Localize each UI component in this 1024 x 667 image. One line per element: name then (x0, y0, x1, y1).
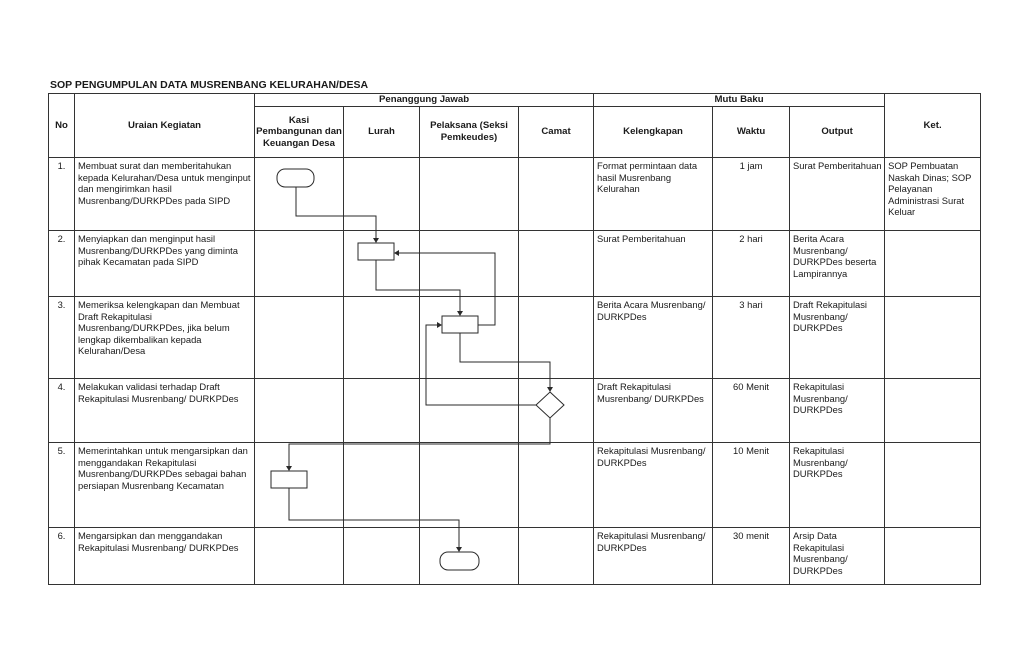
row-waktu: 1 jam (713, 158, 790, 231)
cell-camat (519, 297, 594, 379)
row-output: Rekapitulasi Musrenbang/ DURKPDes (790, 379, 885, 443)
cell-camat (519, 528, 594, 585)
cell-lurah (344, 158, 420, 231)
table-row (49, 231, 981, 297)
header-no: No (49, 94, 75, 158)
row-waktu: 2 hari (713, 231, 790, 297)
cell-kasi (255, 158, 344, 231)
row-no: 5. (49, 443, 75, 528)
header-ket: Ket. (885, 94, 981, 158)
cell-kasi (255, 443, 344, 528)
row-output: Arsip Data Rekapitulasi Musrenbang/ DURKPDes (790, 528, 885, 585)
row-uraian: Memerintahkan untuk mengarsipkan dan menggandakan Rekapitulasi Musrenbang/DURKPDes sebagai bahan persiapan Musrenbang Kecamatan (75, 443, 255, 528)
row-kelengkapan: Draft Rekapitulasi Musrenbang/ DURKPDes (594, 379, 713, 443)
row-uraian: Menyiapkan dan menginput hasil Musrenbang/DURKPDes yang diminta pihak Kecamatan pada SIPD (75, 231, 255, 297)
row-ket (885, 297, 981, 379)
table-row (49, 158, 981, 231)
row-no: 3. (49, 297, 75, 379)
header-pelaksana: Pelaksana (Seksi Pemkeudes) (420, 107, 519, 158)
cell-pelaksana (420, 297, 519, 379)
header-lurah: Lurah (344, 107, 420, 158)
header-kelengkapan: Kelengkapan (594, 107, 713, 158)
row-ket (885, 231, 981, 297)
row-output: Rekapitulasi Musrenbang/ DURKPDes (790, 443, 885, 528)
sop-table (48, 93, 981, 585)
header-kasi: Kasi Pembangunan dan Keuangan Desa (255, 107, 344, 158)
table-row (49, 528, 981, 585)
cell-pelaksana (420, 528, 519, 585)
row-output: Surat Pemberitahuan (790, 158, 885, 231)
row-no: 4. (49, 379, 75, 443)
row-ket: SOP Pembuatan Naskah Dinas; SOP Pelayanan Administrasi Surat Keluar (885, 158, 981, 231)
row-ket (885, 379, 981, 443)
row-kelengkapan: Rekapitulasi Musrenbang/ DURKPDes (594, 528, 713, 585)
row-uraian: Mengarsipkan dan menggandakan Rekapitulasi Musrenbang/ DURKPDes (75, 528, 255, 585)
table-row (49, 443, 981, 528)
row-no: 1. (49, 158, 75, 231)
cell-lurah (344, 528, 420, 585)
cell-kasi (255, 297, 344, 379)
cell-pelaksana (420, 443, 519, 528)
row-no: 2. (49, 231, 75, 297)
row-ket (885, 443, 981, 528)
row-kelengkapan: Berita Acara Musrenbang/ DURKPDes (594, 297, 713, 379)
cell-kasi (255, 528, 344, 585)
row-uraian: Membuat surat dan memberitahukan kepada Kelurahan/Desa untuk menginput dan mengirimkan hasil Musrenbang/DURKPDes pada SIPD (75, 158, 255, 231)
row-no: 6. (49, 528, 75, 585)
cell-lurah (344, 379, 420, 443)
header-output: Output (790, 107, 885, 158)
row-kelengkapan: Surat Pemberitahuan (594, 231, 713, 297)
table-row (49, 297, 981, 379)
header-penanggung-jawab: Penanggung Jawab (255, 94, 594, 107)
row-waktu: 3 hari (713, 297, 790, 379)
cell-camat (519, 231, 594, 297)
row-waktu: 10 Menit (713, 443, 790, 528)
row-uraian: Memeriksa kelengkapan dan Membuat Draft Rekapitulasi Musrenbang/DURKPDes, jika belum lengkap dikembalikan kepada Kelurahan/Desa (75, 297, 255, 379)
row-ket (885, 528, 981, 585)
cell-lurah (344, 231, 420, 297)
cell-camat (519, 443, 594, 528)
table-row (49, 379, 981, 443)
cell-kasi (255, 231, 344, 297)
row-waktu: 30 menit (713, 528, 790, 585)
cell-camat (519, 379, 594, 443)
cell-pelaksana (420, 158, 519, 231)
cell-pelaksana (420, 231, 519, 297)
header-mutu-baku: Mutu Baku (594, 94, 885, 107)
cell-camat (519, 158, 594, 231)
cell-pelaksana (420, 379, 519, 443)
cell-kasi (255, 379, 344, 443)
row-kelengkapan: Rekapitulasi Musrenbang/ DURKPDes (594, 443, 713, 528)
cell-lurah (344, 297, 420, 379)
header-waktu: Waktu (713, 107, 790, 158)
row-waktu: 60 Menit (713, 379, 790, 443)
header-camat: Camat (519, 107, 594, 158)
document-title: SOP PENGUMPULAN DATA MUSRENBANG KELURAHAN/DESA (50, 79, 369, 91)
row-uraian: Melakukan validasi terhadap Draft Rekapitulasi Musrenbang/ DURKPDes (75, 379, 255, 443)
row-kelengkapan: Format permintaan data hasil Musrenbang Kelurahan (594, 158, 713, 231)
header-uraian: Uraian Kegiatan (75, 94, 255, 158)
cell-lurah (344, 443, 420, 528)
row-output: Draft Rekapitulasi Musrenbang/ DURKPDes (790, 297, 885, 379)
row-output: Berita Acara Musrenbang/ DURKPDes beserta Lampirannya (790, 231, 885, 297)
